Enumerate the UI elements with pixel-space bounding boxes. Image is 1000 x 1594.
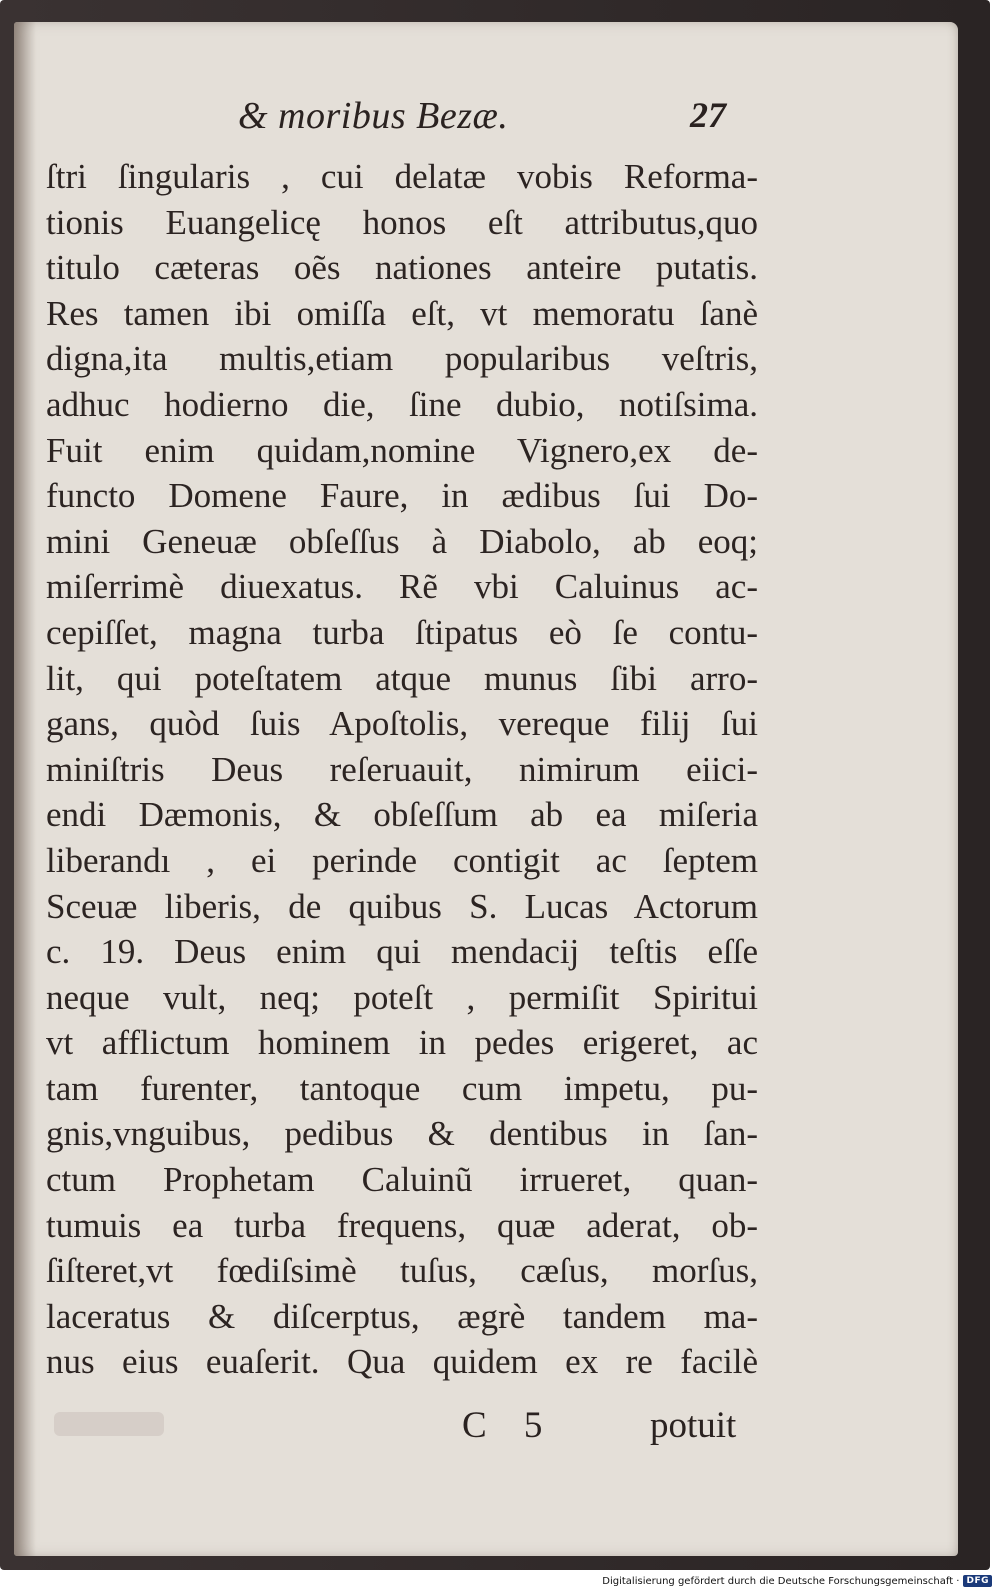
text-line: miniſtris Deus reſeruauit, nimirum eiici-: [46, 749, 758, 789]
text-line: gans, quòd ſuis Apoſtolis, vereque filij ſui: [46, 704, 758, 744]
text-line: miſerrimè diuexatus. Rẽ vbi Caluinus ac-: [46, 567, 758, 607]
credit-text: Digitalisierung gefördert durch die Deutsche Forschungsgemeinschaft ·: [602, 1575, 960, 1587]
text-line: laceratus & diſcerptus, ægrè tandem ma-: [46, 1296, 758, 1336]
text-line: ctum Prophetam Caluinũ irrueret, quan-: [46, 1160, 758, 1200]
text-line: c. 19. Deus enim qui mendacij teſtis eſſe: [46, 932, 758, 972]
text-line: mini Geneuæ obſeſſus à Diabolo, ab eoq;: [46, 521, 758, 561]
catchword: potuit: [650, 1405, 737, 1446]
page-footer: [14, 1404, 958, 1454]
text-line: digna,ita multis,etiam popularibus veſtris,: [46, 339, 758, 379]
page-number: 27: [690, 95, 726, 135]
text-line: adhuc hodierno die, ſine dubio, notiſsima.: [46, 384, 758, 424]
text-line: Sceuæ liberis, de quibus S. Lucas Actorum: [46, 886, 758, 926]
running-head-title: & moribus Bezæ.: [238, 95, 509, 137]
text-line: lit, qui poteſtatem atque munus ſibi arro-: [46, 658, 758, 698]
book-page: [14, 22, 958, 1556]
dfg-logo: DFG: [963, 1575, 992, 1587]
text-line: cepiſſet, magna turba ſtipatus eò ſe contu-: [46, 612, 758, 652]
signature-mark: C 5: [462, 1405, 557, 1446]
text-line: tumuis ea turba frequens, quæ aderat, ob-: [46, 1205, 758, 1245]
text-line: liberandı , ei perinde contigit ac ſeptem: [46, 840, 758, 880]
text-line: ſiſteret,vt fœdiſsimè tuſus, cæſus, morſus,: [46, 1251, 758, 1291]
text-line: Res tamen ibi omiſſa eſt, vt memoratu ſanè: [46, 293, 758, 333]
text-line: vt afflictum hominem in pedes erigeret, ac: [46, 1023, 758, 1063]
body-text: [46, 154, 758, 1385]
text-line: functo Domene Faure, in ædibus ſui Do-: [46, 476, 758, 516]
text-line: Fuit enim quidam,nomine Vignero,ex de-: [46, 430, 758, 470]
text-line: ſtri ſingularis , cui delatæ vobis Reforma-: [46, 157, 758, 196]
text-line: titulo cæteras oẽs nationes anteire putatis.: [46, 248, 758, 288]
text-line: endi Dæmonis, & obſeſſum ab ea miſeria: [46, 795, 758, 835]
text-line: nus eius euaſerit. Qua quidem ex re facilè: [46, 1342, 758, 1382]
text-line: neque vult, neq; poteſt , permiſit Spiritui: [46, 977, 758, 1017]
text-line: tam furenter, tantoque cum impetu, pu-: [46, 1068, 758, 1108]
text-line: gnis,vnguibus, pedibus & dentibus in ſan-: [46, 1114, 758, 1154]
digitization-credit: [602, 1572, 992, 1590]
text-line: tionis Euangelicę honos eſt attributus,quo: [46, 202, 758, 242]
running-head: [14, 94, 958, 154]
